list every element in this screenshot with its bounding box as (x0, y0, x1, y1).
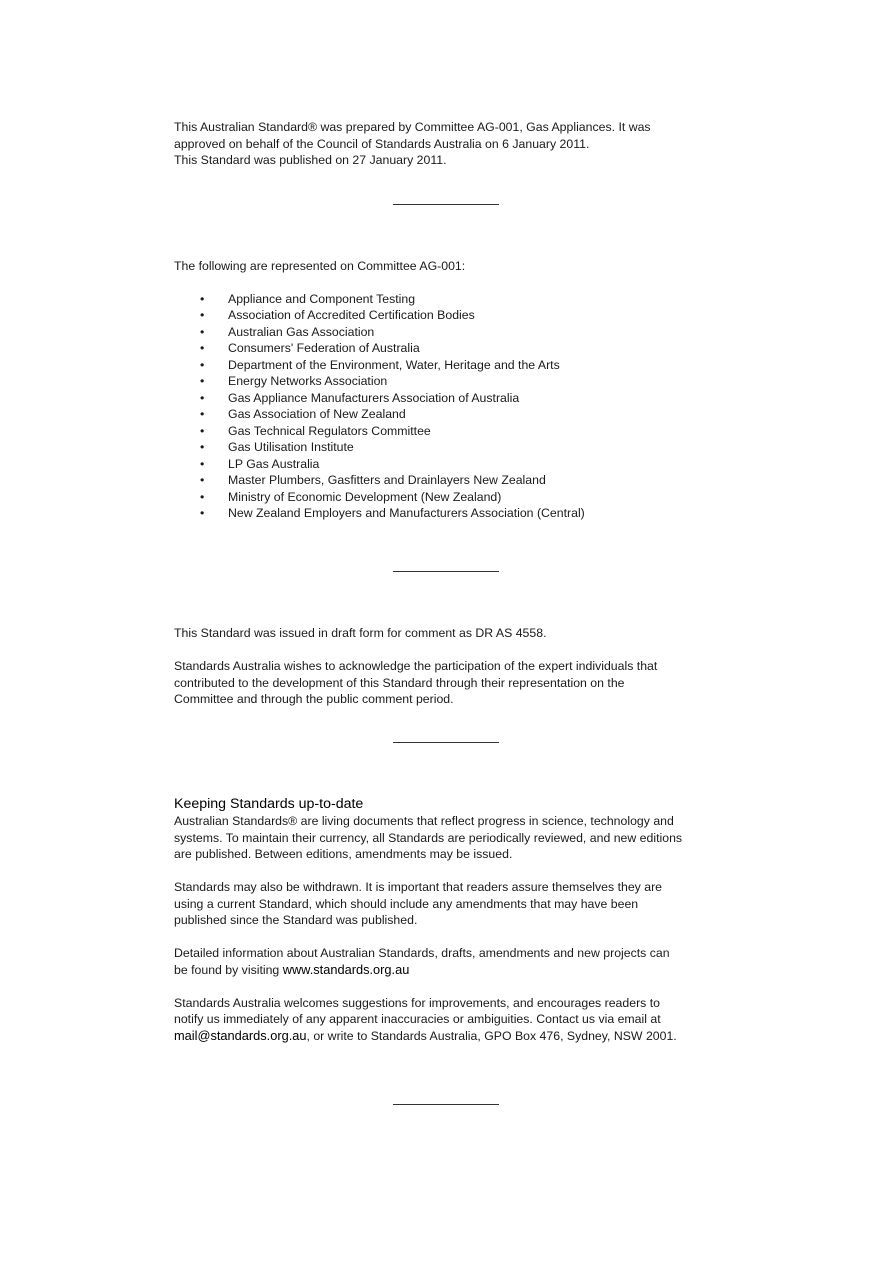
list-item: • Australian Gas Association (200, 324, 375, 339)
list-item: • LP Gas Australia (200, 456, 320, 471)
section-divider (393, 204, 499, 205)
paragraph-line: are published. Between editions, amendments may be issued. (174, 847, 513, 861)
draft-block (174, 625, 734, 708)
paragraph-text: , or write to Standards Australia, GPO Box 476, Sydney, NSW 2001. (306, 1028, 677, 1043)
section-divider (393, 1104, 499, 1105)
preface-line: approved on behalf of the Council of Standards Australia on 6 January 2011. (174, 136, 590, 151)
paragraph-line (174, 1028, 734, 1045)
list-item: • New Zealand Employers and Manufacturers Association (Central) (200, 506, 585, 520)
section-divider (393, 571, 499, 572)
acknowledgement-line: Committee and through the public comment period. (174, 692, 454, 706)
paragraph-text: be found by visiting (174, 962, 283, 977)
committee-member-list (174, 291, 734, 522)
bullet-icon: • (200, 374, 205, 388)
bullet-icon: • (200, 407, 205, 421)
paragraph-line: notify us immediately of any apparent inaccuracies or ambiguities. Contact us via email at (174, 1012, 661, 1026)
bullet-icon: • (200, 357, 205, 372)
list-item: • Association of Accredited Certification Bodies (200, 308, 475, 322)
committee-intro: The following are represented on Committee AG-001: (174, 259, 466, 273)
bullet-icon: • (200, 440, 205, 454)
bullet-icon: • (200, 506, 205, 520)
list-item: • Ministry of Economic Development (New Zealand) (200, 489, 502, 504)
paragraph-line: using a current Standard, which should include any amendments that may have been (174, 896, 639, 911)
bullet-icon: • (200, 473, 205, 487)
bullet-icon: • (200, 423, 205, 438)
list-item: • Gas Utilisation Institute (200, 440, 354, 454)
list-item: • Consumers' Federation of Australia (200, 341, 420, 355)
paragraph-line: Detailed information about Australian Standards, drafts, amendments and new projects can (174, 946, 670, 960)
uptodate-block (174, 796, 734, 1044)
list-item: • Appliance and Component Testing (200, 291, 416, 306)
acknowledgement-line: contributed to the development of this Standard through their representation on the (174, 675, 625, 690)
bullet-icon: • (200, 456, 205, 471)
bullet-icon: • (200, 341, 205, 355)
preface-line: This Standard was published on 27 January 2011. (174, 153, 447, 167)
preface-line: This Australian Standard® was prepared by Committee AG-001, Gas Appliances. It was (174, 120, 651, 134)
paragraph-line: Standards may also be withdrawn. It is important that readers assure themselves they are (174, 880, 663, 894)
bullet-icon: • (200, 324, 205, 339)
paragraph-line: systems. To maintain their currency, all Standards are periodically reviewed, and new editions (174, 830, 683, 845)
paragraph-line: published since the Standard was published. (174, 913, 418, 927)
bullet-icon: • (200, 390, 205, 405)
preface-block (174, 119, 734, 169)
committee-block (174, 258, 734, 522)
email-link[interactable]: mail@standards.org.au (174, 1027, 307, 1043)
section-divider (393, 742, 499, 743)
paragraph-line: Australian Standards® are living documents that reflect progress in science, technology and (174, 814, 674, 828)
paragraph-line: Standards Australia welcomes suggestions for improvements, and encourages readers to (174, 995, 660, 1010)
bullet-icon: • (200, 489, 205, 504)
list-item: • Master Plumbers, Gasfitters and Drainlayers New Zealand (200, 473, 546, 487)
bullet-icon: • (200, 291, 205, 306)
list-item: • Gas Technical Regulators Committee (200, 423, 431, 438)
website-link[interactable]: www.standards.org.au (282, 961, 410, 977)
list-item: • Gas Association of New Zealand (200, 407, 406, 421)
list-item: • Gas Appliance Manufacturers Association of Australia (200, 390, 520, 405)
draft-issued-text: This Standard was issued in draft form for comment as DR AS 4558. (174, 626, 547, 640)
acknowledgement-line: Standards Australia wishes to acknowledge the participation of the expert individuals that (174, 659, 658, 673)
list-item: • Department of the Environment, Water, Heritage and the Arts (200, 357, 560, 372)
section-heading: Keeping Standards up-to-date (174, 796, 364, 812)
list-item: • Energy Networks Association (200, 374, 388, 388)
bullet-icon: • (200, 308, 205, 322)
paragraph-line (174, 962, 734, 979)
